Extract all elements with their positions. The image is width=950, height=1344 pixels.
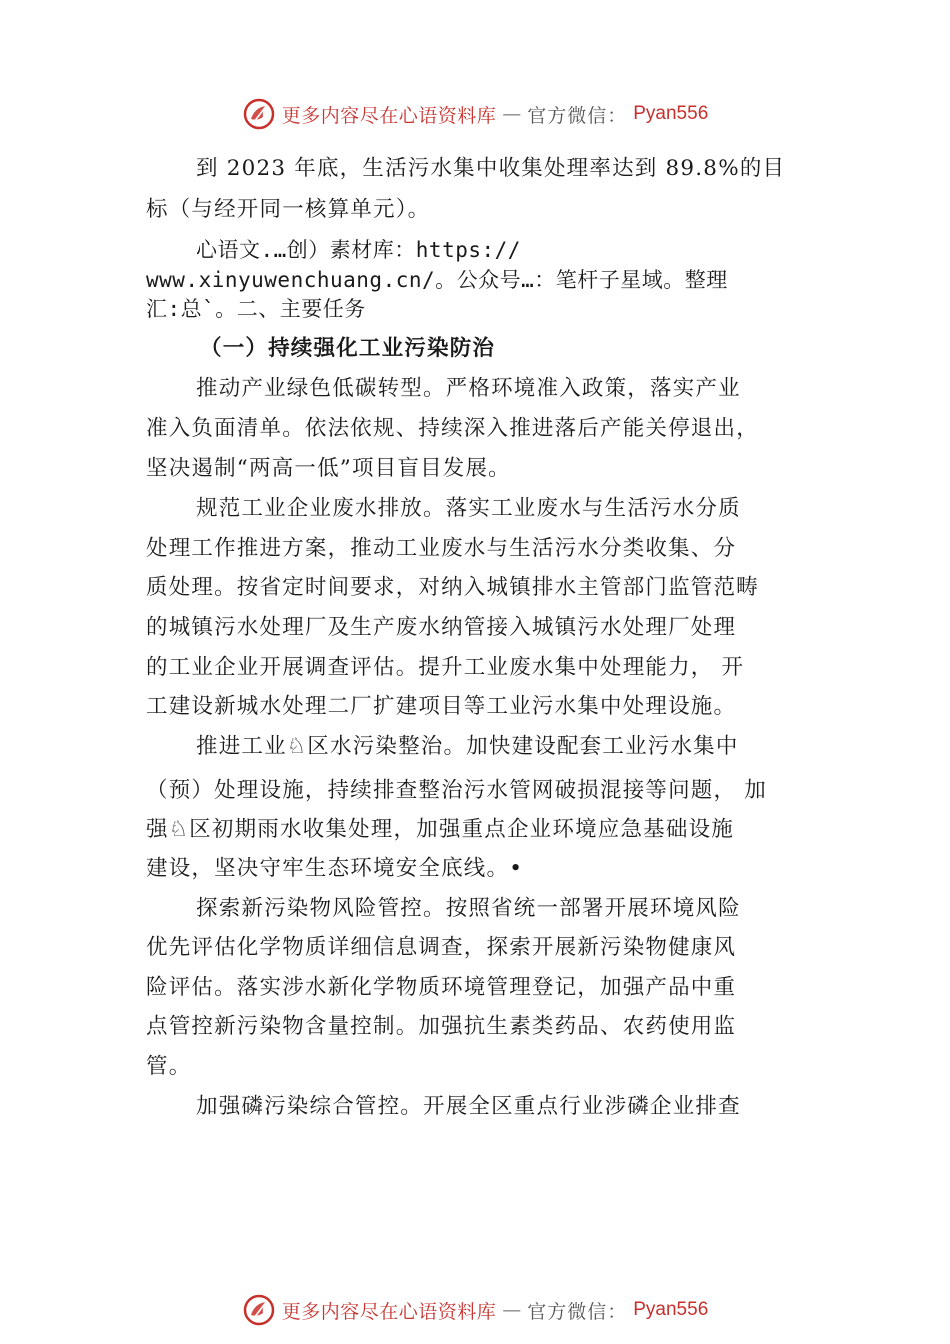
banner-separator: — [502,1299,522,1321]
text-line: 强♘区初期雨水收集处理，加强重点企业环境应急基础设施 [146,817,734,842]
text-line: 推进工业♘区水污染整治。加快建设配套工业污水集中 [196,734,739,759]
banner-wechat-label: 官方微信： [527,1300,628,1323]
banner-separator: — [502,103,522,125]
text-line: 坚决遏制“两高一低”项目盲目发展。 [146,456,511,481]
subsection-heading: （一）持续强化工业污染防治 [200,336,496,361]
text-line: 到 2023 年底，生活污水集中收集处理率达到 89.8%的目 [196,156,786,181]
text-line: 工建设新城水处理二厂扩建项目等工业污水集中处理设施。 [146,694,737,719]
text-line: （预）处理设施，持续排查整治污水管网破损混接等问题， 加 [146,778,767,803]
text-line: 规范工业企业废水排放。落实工业废水与生活污水分质 [196,496,741,521]
text-line: 的工业企业开展调查评估。提升工业废水集中处理能力， 开 [146,655,745,680]
text-line: 质处理。按省定时间要求，对纳入城镇排水主管部门监管范畴 [146,575,759,600]
banner-wechat-id: Pyan556 [633,1299,709,1320]
text-line: 加强磷污染综合管控。开展全区重点行业涉磷企业排查 [196,1094,741,1119]
text-line: 处理工作推进方案，推动工业废水与生活污水分类收集、分 [146,536,737,561]
text-line: 管。 [146,1054,192,1079]
text-line: 准入负面清单。依法依规、持续深入推进落后产能关停退出， [146,416,759,441]
section-heading: 汇:总`。二、主要任务 [146,297,366,321]
brand-logo-icon [242,97,276,131]
banner-brand-text: 更多内容尽在心语资料库 [281,1300,497,1323]
text-line: 险评估。落实涉水新化学物质环境管理登记，加强产品中重 [146,975,737,1000]
banner-brand-text: 更多内容尽在心语资料库 [281,104,497,127]
text-line: 优先评估化学物质详细信息调查，探索开展新污染物健康风 [146,935,737,960]
text-line: 探索新污染物风险管控。按照省统一部署开展环境风险 [196,896,741,921]
banner-wechat-id: Pyan556 [633,103,709,124]
text-line: www.xinyuwenchuang.cn/。公众号…：笔杆子星域。整理 [146,268,728,292]
text-line: 推动产业绿色低碳转型。严格环境准入政策，落实产业 [196,376,741,401]
text-line: 标（与经开同一核算单元）。 [146,197,431,222]
brand-logo-icon [242,1293,276,1327]
text-line: 的城镇污水处理厂及生产废水纳管接入城镇污水处理厂处理 [146,615,737,640]
footer-banner [0,1290,950,1330]
banner-wechat-label: 官方微信： [527,104,628,127]
text-line: 点管控新污染物含量控制。加强抗生素类药品、农药使用监 [146,1014,737,1039]
header-banner [0,94,950,134]
text-line: 建设，坚决守牢生态环境安全底线。• [146,856,524,881]
text-line: 心语文.…创）素材库：https:// [196,238,521,262]
